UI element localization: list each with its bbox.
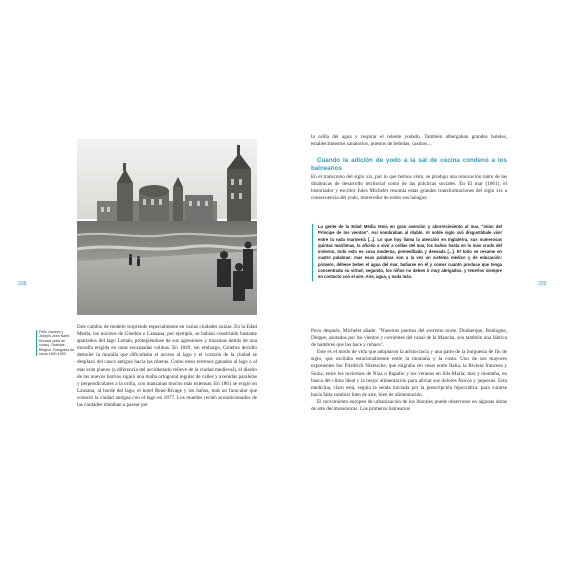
right-column-bottom <box>311 328 507 413</box>
kursaal-photo <box>77 139 257 315</box>
left-column-text <box>77 324 257 409</box>
michelet-quote <box>318 224 502 281</box>
right-page-number: 209 <box>538 281 547 287</box>
quote-text: La gente de la Edad Media tenía en gran aversión y aborrecimiento al mar, "reino del Príncipe de los vientos". Así nombraban al diablo. Al noble siglo xvii disgustábale vivir entre la ruda marinería [...]. Lo que hoy llama la atención en Inglaterra, sus numerosas quintas marítimas, la afición a vivir a orillas del mar, los baños hasta en lo más crudo del invierno, todo esto es cosa moderna, premeditada y deseada [...]. El todo se resume en cuatro palabras: mas esas palabras son a la vez un sistema médico y de educación: primero, débese beber el agua del mar, bañarse en él y comer cuanto produce que tenga concentrada su virtud; segundo, los niños no deben ir muy abrigados, y tenerlos siempre en contacto con el aire. Aire, agua, y nada más. <box>318 224 502 280</box>
left-paragraph-1: Este cambio de modelo sorprende especialmente en varias ciudades suizas. En la Edad Media, los núcleos de Ginebra o Lausana, por ejemplo, se habían construido bastante apartados del lago Lemán, protegiéndose de sus agresiones y miasmas detrás de una muralla erigida en unas escarpadas colinas. En 1849, sin embargo, Ginebra decidió demoler la muralla que dificultaba el acceso al lago y el corazón de la ciudad se desplazó del casco antiguo hacia las riberas. Como estos terrenos ganados al lago o al mar eran planos (a diferencia del accidentado relieve de la ciudad medieval), el diseño de los nuevos barrios siguió una malla ortogonal regular de calles y avenidas paralelas y perpendiculares a la orilla, con manzanas mucho más extensas. En 1861 se erigió en Lausana, al borde del lago, el hotel Beau-Rivage y los baños, más un funicular que conectó la ciudad antigua con el lago en 1877. Los muelles recién acondicionados de las ciudades imitaban a pasear por <box>77 324 257 409</box>
left-page-number: 208 <box>18 281 27 287</box>
photo-caption: Félix Laureys y Joseph-Jean Naert. Kursaal (sala de curas), Ostende, Bélgica. Fotografía de hacia 1890-1900. <box>36 330 75 356</box>
quote-bar <box>312 224 313 281</box>
right-paragraph-2: Este es el modo de vida que adoptaron la aristocracia y una parte de la burguesía de fin de siglo, que oscilaba estacionalmente entre la montaña y la costa. Uno de sus mayores exponentes fue Friedrich Nietzsche, que migraba sin cesar entre Italia, la Riviera francesa y Suiza; entre los inviernos de Niza o Rapallo y los veranos en Sils-Maria; mar y montaña, en busca del clima ideal y la mejor alimentación para aliviar sus dolores físicos y jaquecas. Esta medicina, claro está, seguía la senda iniciada por la prescripción hipocrática: para curarse hacía falta cambiar bien de aire, bien de alimentación. <box>311 349 507 398</box>
right-paragraph-1: Poco después, Michelet añade: "Nuestros puertos del extremo norte. Dunkerque, Boulogne, Dieppe, azotados por los vientos y corrientes del canal de la Mancha, son también una fábrica de hombres que los hace y rehace". <box>311 328 507 349</box>
section-heading: Cuando la adición de yodo a la sal de cocina condenó a los balnearios <box>311 157 507 173</box>
right-intro-paragraph: En el transcurso del siglo xix, por lo que hemos visto, se produjo una renovación tanto de las dinámicas de desarrollo territorial como de las prácticas sociales. En El mar (1861), el historiador y escritor Jules Michelet resumía estas grandes transformaciones del siglo xix a consecuencia del yodo, merecedor de todos sus halagos: <box>311 174 507 202</box>
right-paragraph-3: El movimiento europeo de urbanización de los litorales puede observarse en algunas obras de arte decimonónicas. Los primeros balnearios <box>311 398 507 413</box>
beach-pier-photo-icon <box>77 139 257 315</box>
right-top-paragraph: la orilla del agua y respirar el relente yodado. También albergaban grandes hoteles, establecimientos sanatorios, puestos de bebidas, casinos… <box>311 134 507 148</box>
right-column-top <box>311 134 507 203</box>
